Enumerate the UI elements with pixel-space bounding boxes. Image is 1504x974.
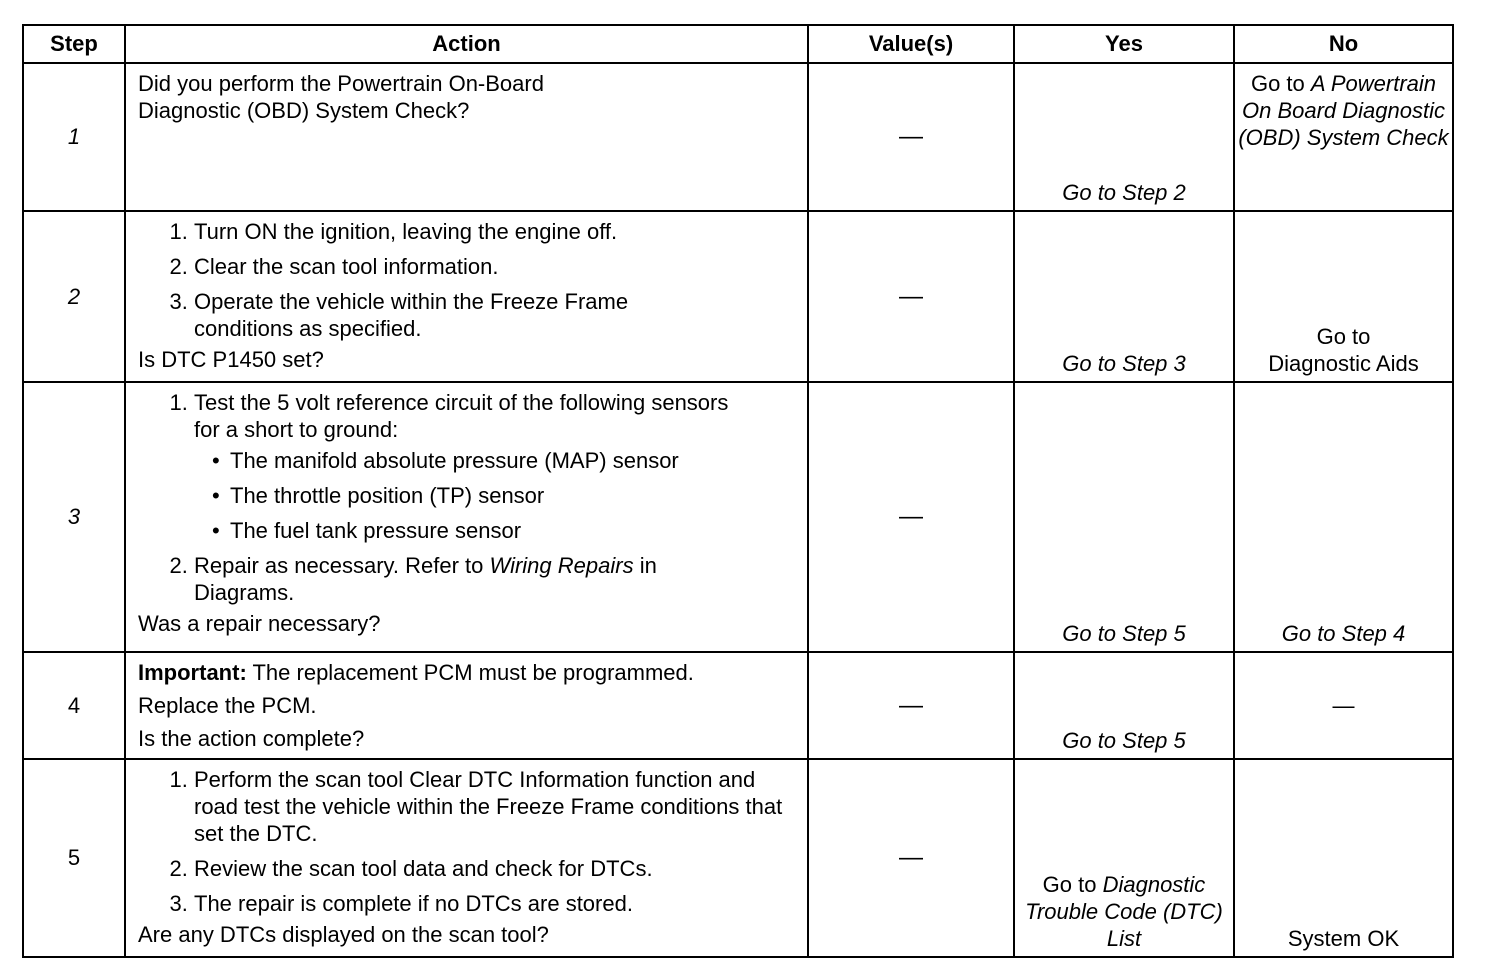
no-link[interactable] xyxy=(1235,64,1452,151)
action-cell xyxy=(125,211,808,382)
action-step: 1. Perform the scan tool Clear DTC Information function and road test the vehicle within the Freeze Frame conditions that set the DTC. xyxy=(194,766,797,847)
header-action: Action xyxy=(125,25,808,63)
action-cell xyxy=(125,63,808,211)
value-cell: — xyxy=(808,759,1014,957)
sensor-item: • The throttle position (TP) sensor xyxy=(230,482,757,509)
no-cell xyxy=(1234,211,1453,382)
yes-link[interactable] xyxy=(1021,871,1227,952)
no-result: System OK xyxy=(1287,926,1400,951)
step-number: 2 xyxy=(23,211,125,382)
action-question: Did you perform the Powertrain On-Board Diagnostic (OBD) System Check? xyxy=(138,71,544,123)
wiring-repairs-link[interactable]: Wiring Repairs xyxy=(489,553,634,578)
table-row xyxy=(23,211,1453,382)
action-step: 2. Review the scan tool data and check for DTCs. xyxy=(194,855,797,882)
action-step-text: Test the 5 volt reference circuit of the following sensors for a short to ground: xyxy=(194,390,729,442)
action-cell xyxy=(125,382,808,652)
sensor-item: • The fuel tank pressure sensor xyxy=(230,517,757,544)
action-step: 3. The repair is complete if no DTCs are stored. xyxy=(194,890,797,917)
header-row xyxy=(23,25,1453,63)
header-values: Value(s) xyxy=(808,25,1014,63)
yes-cell xyxy=(1014,211,1234,382)
action-step: 3. Operate the vehicle within the Freeze Frame conditions as specified. xyxy=(194,288,797,342)
action-step xyxy=(194,389,797,544)
value-cell: — xyxy=(808,652,1014,759)
action-steps xyxy=(138,218,797,342)
no-link[interactable]: Go to Diagnostic Aids xyxy=(1268,324,1419,376)
yes-link[interactable]: Go to Step 2 xyxy=(1062,180,1186,205)
yes-cell xyxy=(1014,63,1234,211)
step-number: 3 xyxy=(23,382,125,652)
yes-cell xyxy=(1014,759,1234,957)
important-label: Important: xyxy=(138,660,247,685)
value-cell: — xyxy=(808,211,1014,382)
yes-link-target: Diagnostic Trouble Code (DTC) List xyxy=(1025,872,1223,951)
step-number: 4 xyxy=(23,652,125,759)
important-note xyxy=(138,659,797,686)
no-link[interactable]: Go to Step 4 xyxy=(1281,621,1406,646)
sensor-item: • The manifold absolute pressure (MAP) sensor xyxy=(230,447,757,474)
header-no: No xyxy=(1234,25,1453,63)
sensor-list xyxy=(194,447,757,544)
no-link-prefix: Go to xyxy=(1250,71,1311,96)
no-cell: — xyxy=(1234,652,1453,759)
value-cell: — xyxy=(808,382,1014,652)
no-cell xyxy=(1234,759,1453,957)
no-cell xyxy=(1234,63,1453,211)
action-question: Was a repair necessary? xyxy=(138,611,381,636)
yes-cell xyxy=(1014,652,1234,759)
header-yes: Yes xyxy=(1014,25,1234,63)
action-steps xyxy=(138,766,797,917)
action-step xyxy=(194,552,797,606)
action-cell xyxy=(125,652,808,759)
action-question: Are any DTCs displayed on the scan tool? xyxy=(138,922,549,947)
action-steps xyxy=(138,389,797,606)
yes-link[interactable]: Go to Step 5 xyxy=(1062,621,1186,646)
action-cell xyxy=(125,759,808,957)
step-number: 5 xyxy=(23,759,125,957)
yes-link[interactable]: Go to Step 3 xyxy=(1062,351,1186,376)
action-step-suffix: in Diagrams. xyxy=(194,553,657,605)
action-step: 1. Turn ON the ignition, leaving the engine off. xyxy=(194,218,797,245)
table-row xyxy=(23,759,1453,957)
table-row xyxy=(23,652,1453,759)
value-cell: — xyxy=(808,63,1014,211)
action-question: Is the action complete? xyxy=(138,726,365,751)
no-link-target: A Powertrain On Board Diagnostic (OBD) System Check xyxy=(1238,71,1449,150)
action-instruction: Replace the PCM. xyxy=(138,693,317,718)
diagnostic-table xyxy=(22,24,1454,958)
no-cell xyxy=(1234,382,1453,652)
header-step: Step xyxy=(23,25,125,63)
table-row xyxy=(23,382,1453,652)
action-question: Is DTC P1450 set? xyxy=(138,347,324,372)
action-step-prefix: Repair as necessary. Refer to xyxy=(194,553,490,578)
yes-link-prefix: Go to xyxy=(1042,872,1103,897)
table-row xyxy=(23,63,1453,211)
yes-cell xyxy=(1014,382,1234,652)
step-number: 1 xyxy=(23,63,125,211)
yes-link[interactable]: Go to Step 5 xyxy=(1062,728,1186,753)
important-text: The replacement PCM must be programmed. xyxy=(246,660,694,685)
action-step: 2. Clear the scan tool information. xyxy=(194,253,797,280)
